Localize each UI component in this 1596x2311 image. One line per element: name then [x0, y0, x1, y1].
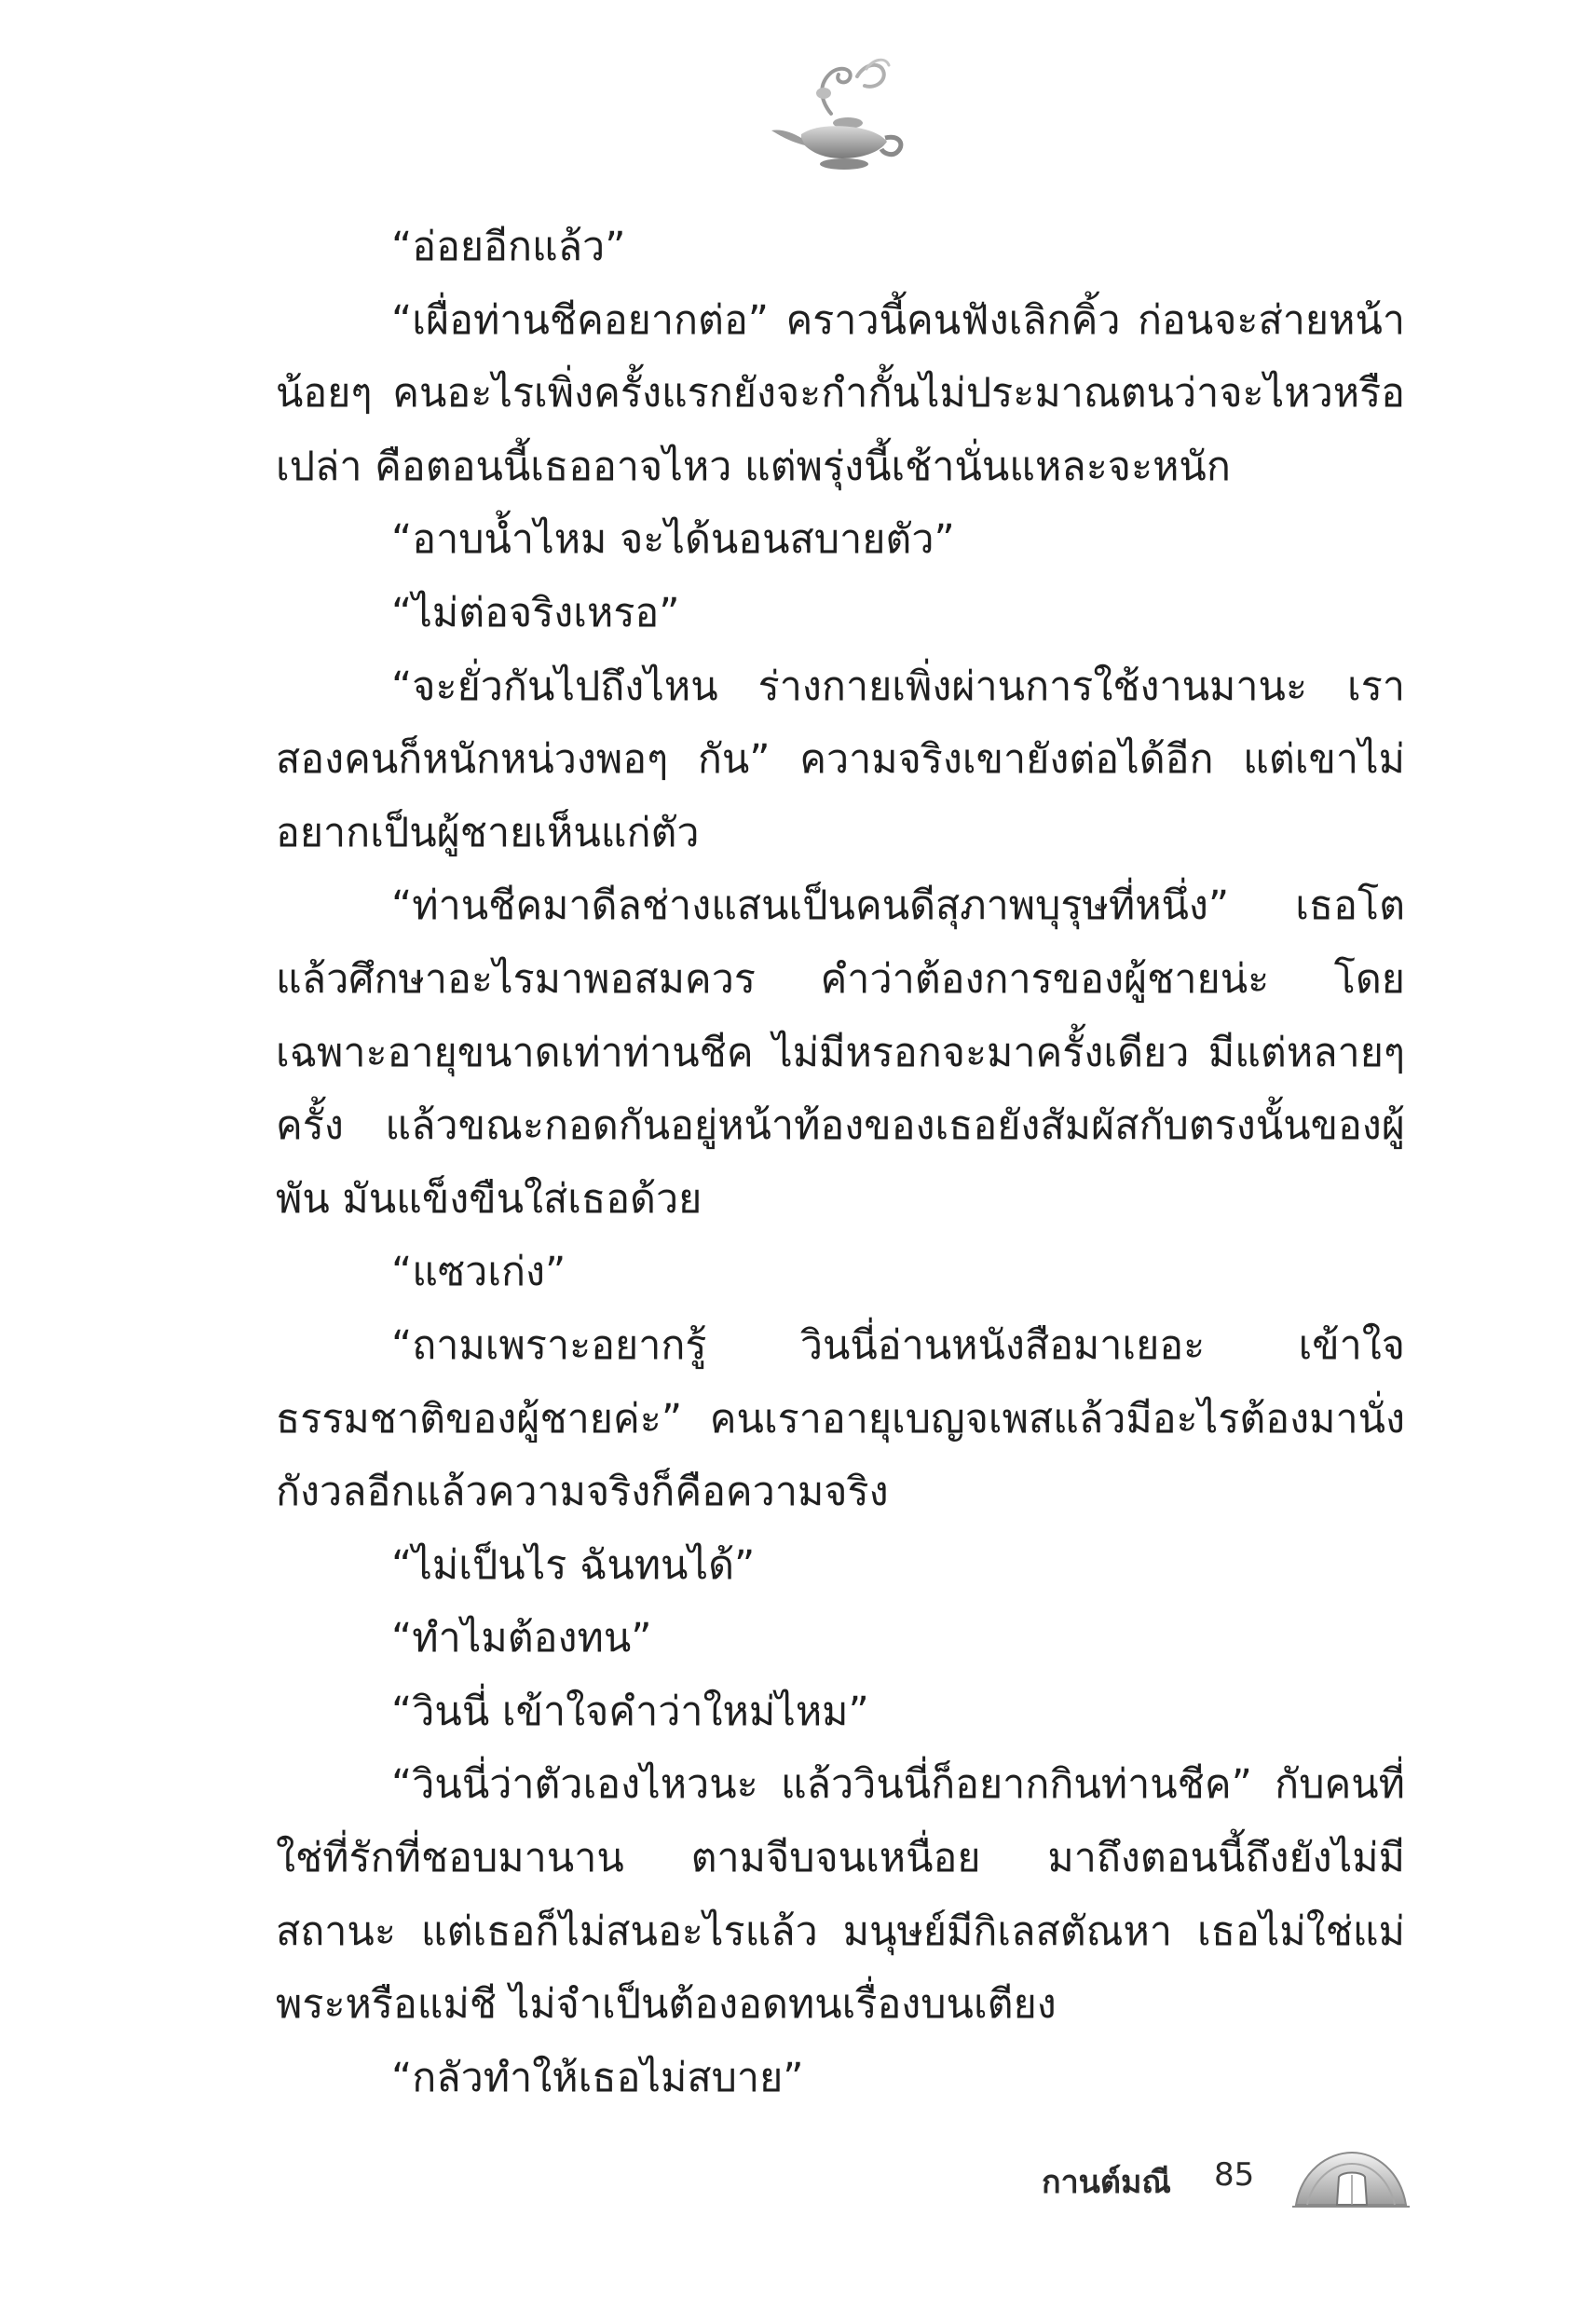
page-number: 85: [1214, 2156, 1255, 2194]
paragraph: “เผื่อท่านชีคอยากต่อ” คราวนี้คนฟังเลิกคิ้ว ก่อนจะส่ายหน้าน้อยๆ คนอะไรเพิ่งครั้งแรกยังจะกำกั้นไม่ประมาณตนว่าจะไหวหรือเปล่า คือตอนนี้เธออาจไหว แต่พรุ่งนี้เช้านั่นแหละจะหนัก: [276, 296, 1405, 490]
dome-emblem-icon: [1290, 2143, 1412, 2212]
paragraph: “ถามเพราะอยากรู้ วินนี่อ่านหนังสือมาเยอะ เข้าใจธรรมชาติของผู้ชายค่ะ” คนเราอายุเบญจเพสแล้วมีอะไรต้องมานั่งกังวลอีกแล้วความจริงก็คือความจริง: [276, 1321, 1405, 1516]
paragraph: “จะยั่วกันไปถึงไหน ร่างกายเพิ่งผ่านการใช้งานมานะ เราสองคนก็หนักหน่วงพอๆ กัน” ความจริงเขายังต่อได้อีก แต่เขาไม่อยากเป็นผู้ชายเห็นแก่ตัว: [276, 663, 1405, 856]
paragraph: “อาบน้ำไหม จะได้นอนสบายตัว”: [391, 516, 955, 564]
paragraph: “ไม่ต่อจริงเหรอ”: [391, 589, 680, 636]
paragraph: “ท่านชีคมาดีลช่างแสนเป็นคนดีสุภาพบุรุษที่หนึ่ง” เธอโตแล้วศึกษาอะไรมาพอสมควร คำว่าต้องการของผู้ชายน่ะ โดยเฉพาะอายุขนาดเท่าท่านชีค ไม่มีหรอกจะมาครั้งเดียว มีแต่หลายๆ ครั้ง แล้วขณะกอดกันอยู่หน้าท้องของเธอยังสัมผัสกับตรงนั้นของผู้พัน มันแข็งขืนใส่เธอด้วย: [276, 882, 1405, 1223]
paragraph: “แซวเก่ง”: [391, 1249, 566, 1296]
magic-lamp-ornament-icon: [764, 48, 913, 179]
paragraph: “กลัวทำให้เธอไม่สบาย”: [391, 2054, 804, 2101]
paragraph: “อ่อยอีกแล้ว”: [391, 224, 626, 270]
page-footer: [1025, 2143, 1435, 2227]
paragraph: “ทำไมต้องทน”: [391, 1615, 652, 1662]
running-title: กานต์มณี: [1042, 2164, 1171, 2201]
chapter-text: [276, 211, 1405, 2114]
paragraph: “ไม่เป็นไร ฉันทนได้”: [391, 1541, 756, 1589]
paragraph: “วินนี่ว่าตัวเองไหวนะ แล้ววินนี่ก็อยากกินท่านชีค” กับคนที่ใช่ที่รักที่ชอบมานาน ตามจีบจนเหนื่อย มาถึงตอนนี้ถึงยังไม่มีสถานะ แต่เธอก็ไม่สนอะไรแล้ว มนุษย์มีกิเลสตัณหา เธอไม่ใช่แม่พระหรือแม่ชี ไม่จำเป็นต้องอดทนเรื่องบนเตียง: [276, 1761, 1405, 2029]
paragraph: “วินนี่ เข้าใจคำว่าใหม่ไหม”: [391, 1688, 869, 1735]
